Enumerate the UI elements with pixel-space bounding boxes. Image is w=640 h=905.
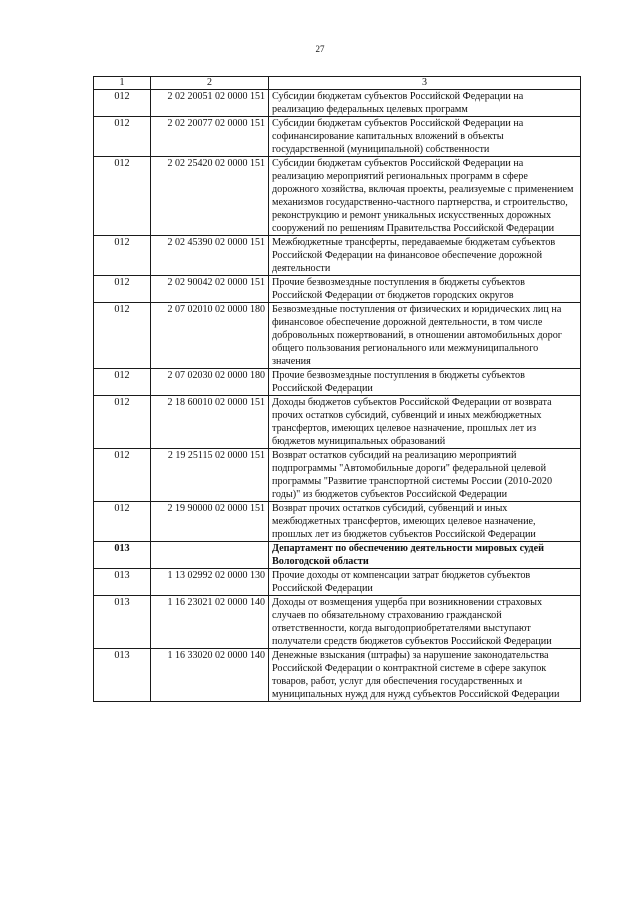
revenue-name-cell: Доходы бюджетов субъектов Российской Федерации от возврата прочих остатков субсидий, субвенций и иных межбюджетных трансфертов, имеющих целевое назначение, прошлых лет из бюджетов муниципальных образований (269, 396, 581, 449)
revenue-code-cell: 2 07 02010 02 0000 180 (151, 303, 269, 369)
revenue-code-cell: 1 16 23021 02 0000 140 (151, 596, 269, 649)
revenue-name-cell: Доходы от возмещения ущерба при возникновении страховых случаев по обязательному страхованию гражданской ответственности, когда выгодоприобретателями выступают получатели средств бюджетов субъектов Российской Федерации (269, 596, 581, 649)
table-row (94, 596, 581, 649)
revenue-name-cell: Прочие доходы от компенсации затрат бюджетов субъектов Российской Федерации (269, 569, 581, 596)
revenue-code-cell: 2 18 60010 02 0000 151 (151, 396, 269, 449)
table-row (94, 90, 581, 117)
admin-code-cell: 012 (94, 396, 151, 449)
revenue-name-cell: Прочие безвозмездные поступления в бюджеты субъектов Российской Федерации от бюджетов городских округов (269, 276, 581, 303)
table-row (94, 276, 581, 303)
section-header-row (94, 542, 581, 569)
revenue-code-cell: 2 19 90000 02 0000 151 (151, 502, 269, 542)
revenue-name-cell: Субсидии бюджетам субъектов Российской Федерации на реализацию мероприятий региональных программ в сфере дорожного хозяйства, включая проекты, реализуемые с применением механизмов государственно-частного партнерства, и строительство, реконструкцию и ремонт уникальных искусственных дорожных сооружений по решениям Правительства Российской Федерации (269, 157, 581, 236)
table-row (94, 303, 581, 369)
admin-code-cell: 012 (94, 449, 151, 502)
admin-code-cell: 012 (94, 303, 151, 369)
admin-code-cell: 012 (94, 90, 151, 117)
admin-code-cell: 013 (94, 596, 151, 649)
page-number: 27 (315, 44, 325, 54)
revenue-code-cell: 2 02 90042 02 0000 151 (151, 276, 269, 303)
admin-code-cell: 013 (94, 569, 151, 596)
admin-code-cell: 013 (94, 542, 151, 569)
revenue-name-cell: Безвозмездные поступления от физических и юридических лиц на финансовое обеспечение дорожной деятельности, в том числе добровольных пожертвований, в отношении автомобильных дорог общего пользования регионального или межмуниципального значения (269, 303, 581, 369)
column-header-1: 1 (94, 77, 151, 90)
table-row (94, 396, 581, 449)
admin-code-cell: 012 (94, 369, 151, 396)
revenue-name-cell: Субсидии бюджетам субъектов Российской Федерации на реализацию федеральных целевых программ (269, 90, 581, 117)
revenue-name-cell: Межбюджетные трансферты, передаваемые бюджетам субъектов Российской Федерации на финансовое обеспечение дорожной деятельности (269, 236, 581, 276)
revenue-name-cell: Возврат остатков субсидий на реализацию мероприятий подпрограммы "Автомобильные дороги" федеральной целевой программы "Развитие транспортной системы России (2010-2020 годы)" из бюджетов субъектов Российской Федерации (269, 449, 581, 502)
revenue-code-cell: 2 07 02030 02 0000 180 (151, 369, 269, 396)
column-header-2: 2 (151, 77, 269, 90)
revenue-name-cell: Возврат прочих остатков субсидий, субвенций и иных межбюджетных трансфертов, имеющих целевое назначение, прошлых лет из бюджетов субъектов Российской Федерации (269, 502, 581, 542)
revenue-code-cell: 2 02 45390 02 0000 151 (151, 236, 269, 276)
admin-code-cell: 012 (94, 276, 151, 303)
revenue-code-cell: 2 19 25115 02 0000 151 (151, 449, 269, 502)
table-row (94, 449, 581, 502)
table-row (94, 157, 581, 236)
admin-code-cell: 012 (94, 157, 151, 236)
revenue-code-cell (151, 542, 269, 569)
revenue-code-cell: 1 16 33020 02 0000 140 (151, 649, 269, 702)
table-row (94, 236, 581, 276)
table-row (94, 369, 581, 396)
table-row (94, 502, 581, 542)
admin-code-cell: 012 (94, 117, 151, 157)
revenue-code-cell: 1 13 02992 02 0000 130 (151, 569, 269, 596)
revenue-code-cell: 2 02 25420 02 0000 151 (151, 157, 269, 236)
revenue-name-cell: Субсидии бюджетам субъектов Российской Федерации на софинансирование капитальных вложений в объекты государственной (муниципальной) собственности (269, 117, 581, 157)
table-body (94, 90, 581, 702)
revenue-name-cell: Департамент по обеспечению деятельности мировых судей Вологодской области (269, 542, 581, 569)
admin-code-cell: 012 (94, 236, 151, 276)
revenue-name-cell: Денежные взыскания (штрафы) за нарушение законодательства Российской Федерации о контрактной системе в сфере закупок товаров, работ, услуг для обеспечения государственных и муниципальных нужд для нужд субъектов Российской Федерации (269, 649, 581, 702)
table-row (94, 569, 581, 596)
revenue-name-cell: Прочие безвозмездные поступления в бюджеты субъектов Российской Федерации (269, 369, 581, 396)
admin-code-cell: 012 (94, 502, 151, 542)
table-row (94, 649, 581, 702)
revenue-code-cell: 2 02 20077 02 0000 151 (151, 117, 269, 157)
admin-code-cell: 013 (94, 649, 151, 702)
revenue-codes-table (93, 76, 581, 702)
revenue-code-cell: 2 02 20051 02 0000 151 (151, 90, 269, 117)
column-header-3: 3 (269, 77, 581, 90)
table-row (94, 117, 581, 157)
table-header-row (94, 77, 581, 90)
